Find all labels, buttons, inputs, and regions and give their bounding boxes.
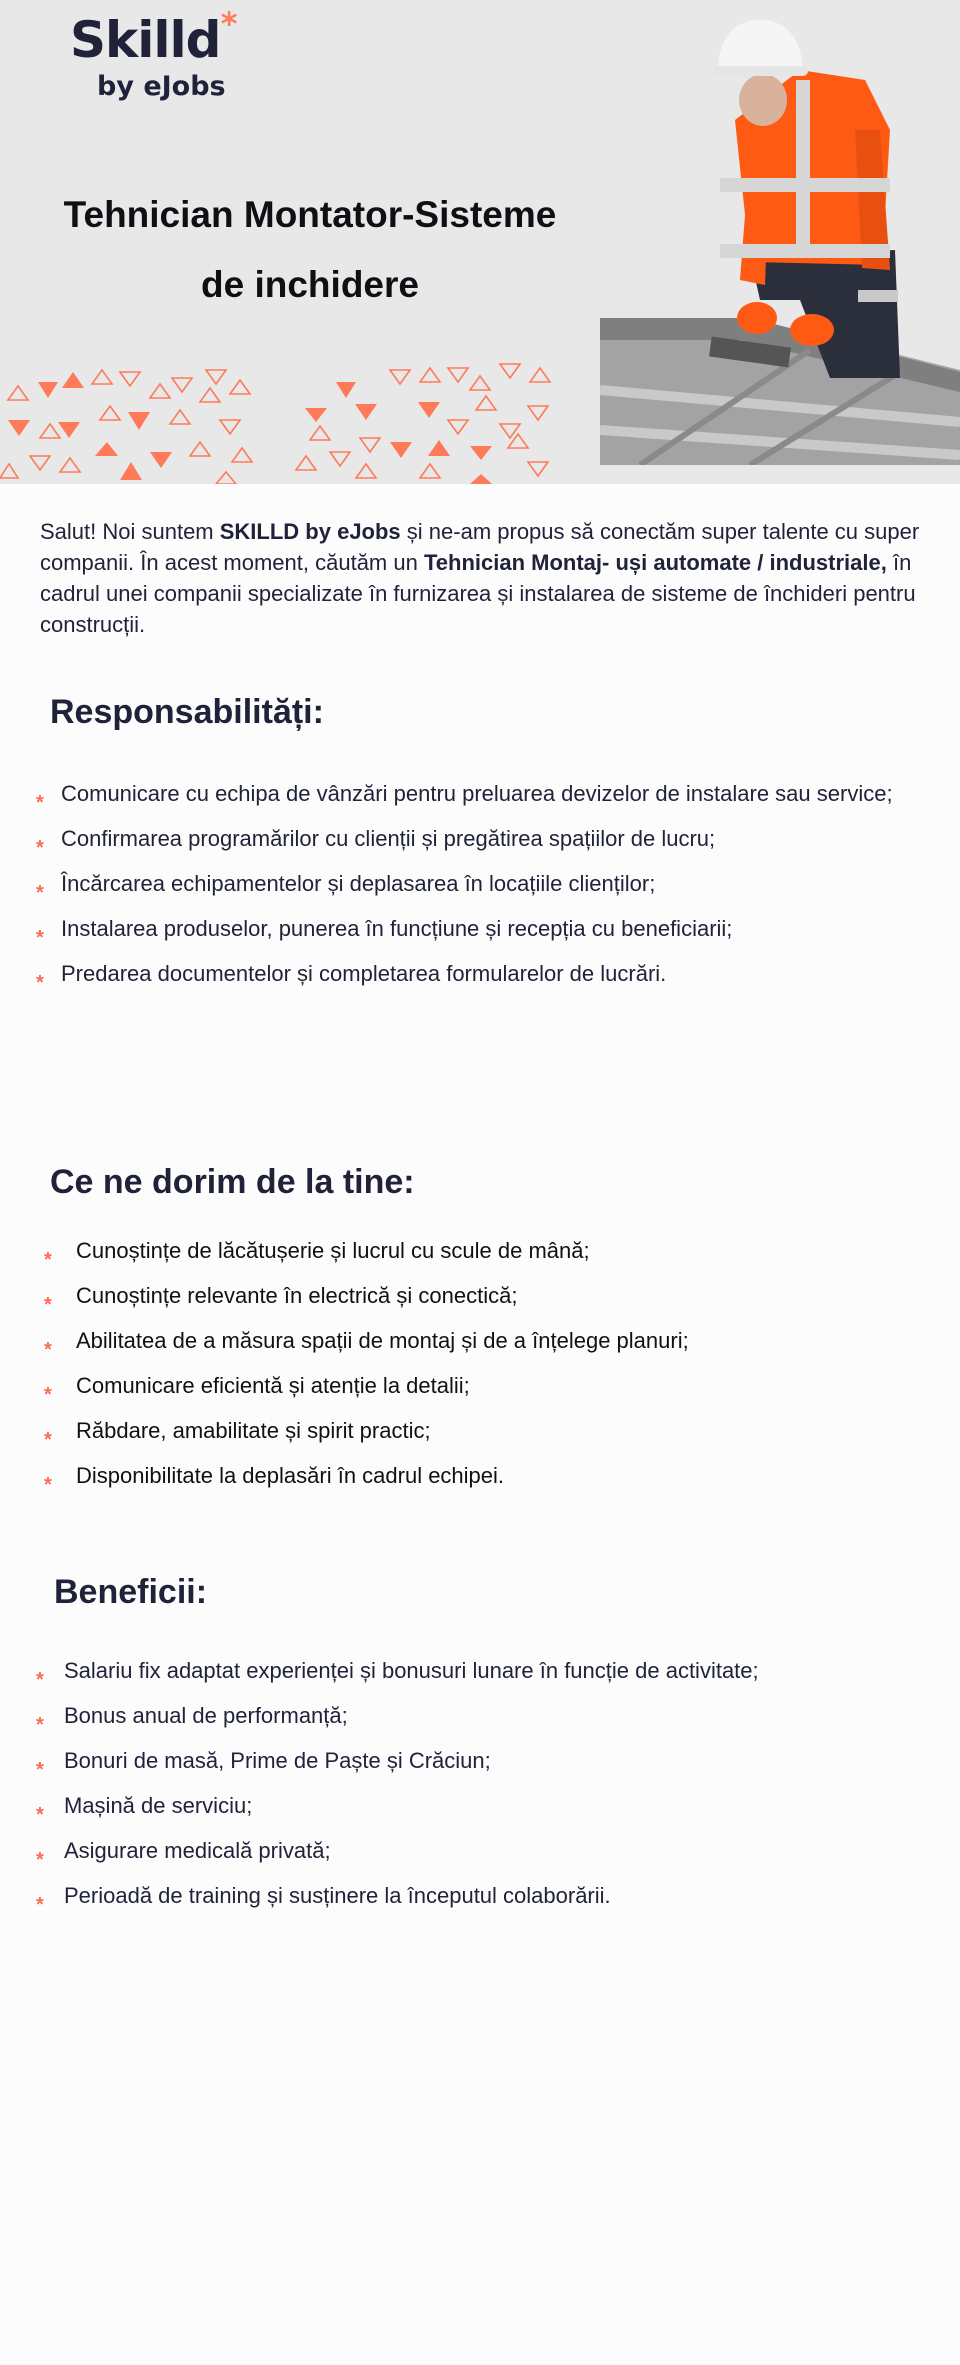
triangle-pattern-decoration (0, 360, 560, 484)
logo-subtitle: by eJobs (97, 71, 226, 102)
list-item: * Încărcarea echipamentelor și deplasarea în locațiile clienților; (36, 861, 896, 906)
benefits-list (36, 1648, 896, 1918)
logo-asterisk-icon: * (220, 5, 237, 43)
asterisk-bullet-icon: * (44, 1384, 52, 1406)
asterisk-bullet-icon: * (44, 1294, 52, 1316)
asterisk-bullet-icon: * (44, 1249, 52, 1271)
list-item: * Confirmarea programărilor cu clienții și pregătirea spațiilor de lucru; (36, 816, 896, 861)
list-item: * Comunicare cu echipa de vânzări pentru preluarea devizelor de instalare sau service; (36, 771, 896, 816)
list-item: * Abilitatea de a măsura spații de montaj și de a înțelege planuri; (44, 1318, 904, 1363)
requirements-heading: Ce ne dorim de la tine: (50, 1163, 415, 1201)
asterisk-bullet-icon: * (36, 972, 44, 994)
asterisk-bullet-icon: * (44, 1474, 52, 1496)
job-title (40, 180, 580, 320)
responsibilities-heading: Responsabilități: (50, 693, 324, 731)
list-item: * Bonus anual de performanță; (36, 1693, 896, 1738)
asterisk-bullet-icon: * (36, 1714, 44, 1736)
job-title-line-2: de inchidere (201, 264, 419, 305)
asterisk-bullet-icon: * (36, 1669, 44, 1691)
position-name: Tehnician Montaj- uși automate / industriale, (423, 550, 887, 575)
list-item: * Mașină de serviciu; (36, 1783, 896, 1828)
asterisk-bullet-icon: * (44, 1339, 52, 1361)
list-item: * Perioadă de training și susținere la începutul colaborării. (36, 1873, 896, 1918)
asterisk-bullet-icon: * (36, 792, 44, 814)
list-item: * Disponibilitate la deplasări în cadrul echipei. (44, 1453, 904, 1498)
asterisk-bullet-icon: * (36, 1894, 44, 1916)
logo-wordmark: Skilld * (70, 5, 237, 69)
list-item: * Predarea documentelor și completarea formularelor de lucrări. (36, 951, 896, 996)
list-item: * Cunoștințe de lăcătușerie și lucrul cu scule de mână; (44, 1228, 904, 1273)
responsibilities-list (36, 771, 896, 996)
asterisk-bullet-icon: * (36, 927, 44, 949)
list-item: * Cunoștințe relevante în electrică și conectică; (44, 1273, 904, 1318)
requirements-list (44, 1228, 904, 1498)
company-name: SKILLD by eJobs (219, 519, 401, 544)
hero-banner (0, 0, 960, 484)
asterisk-bullet-icon: * (44, 1429, 52, 1451)
list-item: * Instalarea produselor, punerea în funcțiune și recepția cu beneficiarii; (36, 906, 896, 951)
benefits-heading: Beneficii: (54, 1573, 208, 1611)
job-title-line-1: Tehnician Montator-Sisteme (63, 194, 557, 235)
list-item: * Comunicare eficientă și atenție la detalii; (44, 1363, 904, 1408)
asterisk-bullet-icon: * (36, 1849, 44, 1871)
asterisk-bullet-icon: * (36, 1804, 44, 1826)
asterisk-bullet-icon: * (36, 882, 44, 904)
skilld-logo[interactable] (70, 5, 270, 102)
asterisk-bullet-icon: * (36, 837, 44, 859)
worker-photo (600, 0, 960, 465)
list-item: * Bonuri de masă, Prime de Paște și Crăciun; (36, 1738, 896, 1783)
asterisk-bullet-icon: * (36, 1759, 44, 1781)
list-item: * Asigurare medicală privată; (36, 1828, 896, 1873)
list-item: * Salariu fix adaptat experienței și bonusuri lunare în funcție de activitate; (36, 1648, 896, 1693)
intro-paragraph: Salut! Noi suntem SKILLD by eJobs și ne-am propus să conectăm super talente cu super companii. În acest moment, căutăm un Tehnician Montaj- uși automate / industriale, în cadrul unei companii specializate în furnizarea și instalarea de sisteme de închideri pentru construcții. (40, 519, 920, 637)
list-item: * Răbdare, amabilitate și spirit practic; (44, 1408, 904, 1453)
